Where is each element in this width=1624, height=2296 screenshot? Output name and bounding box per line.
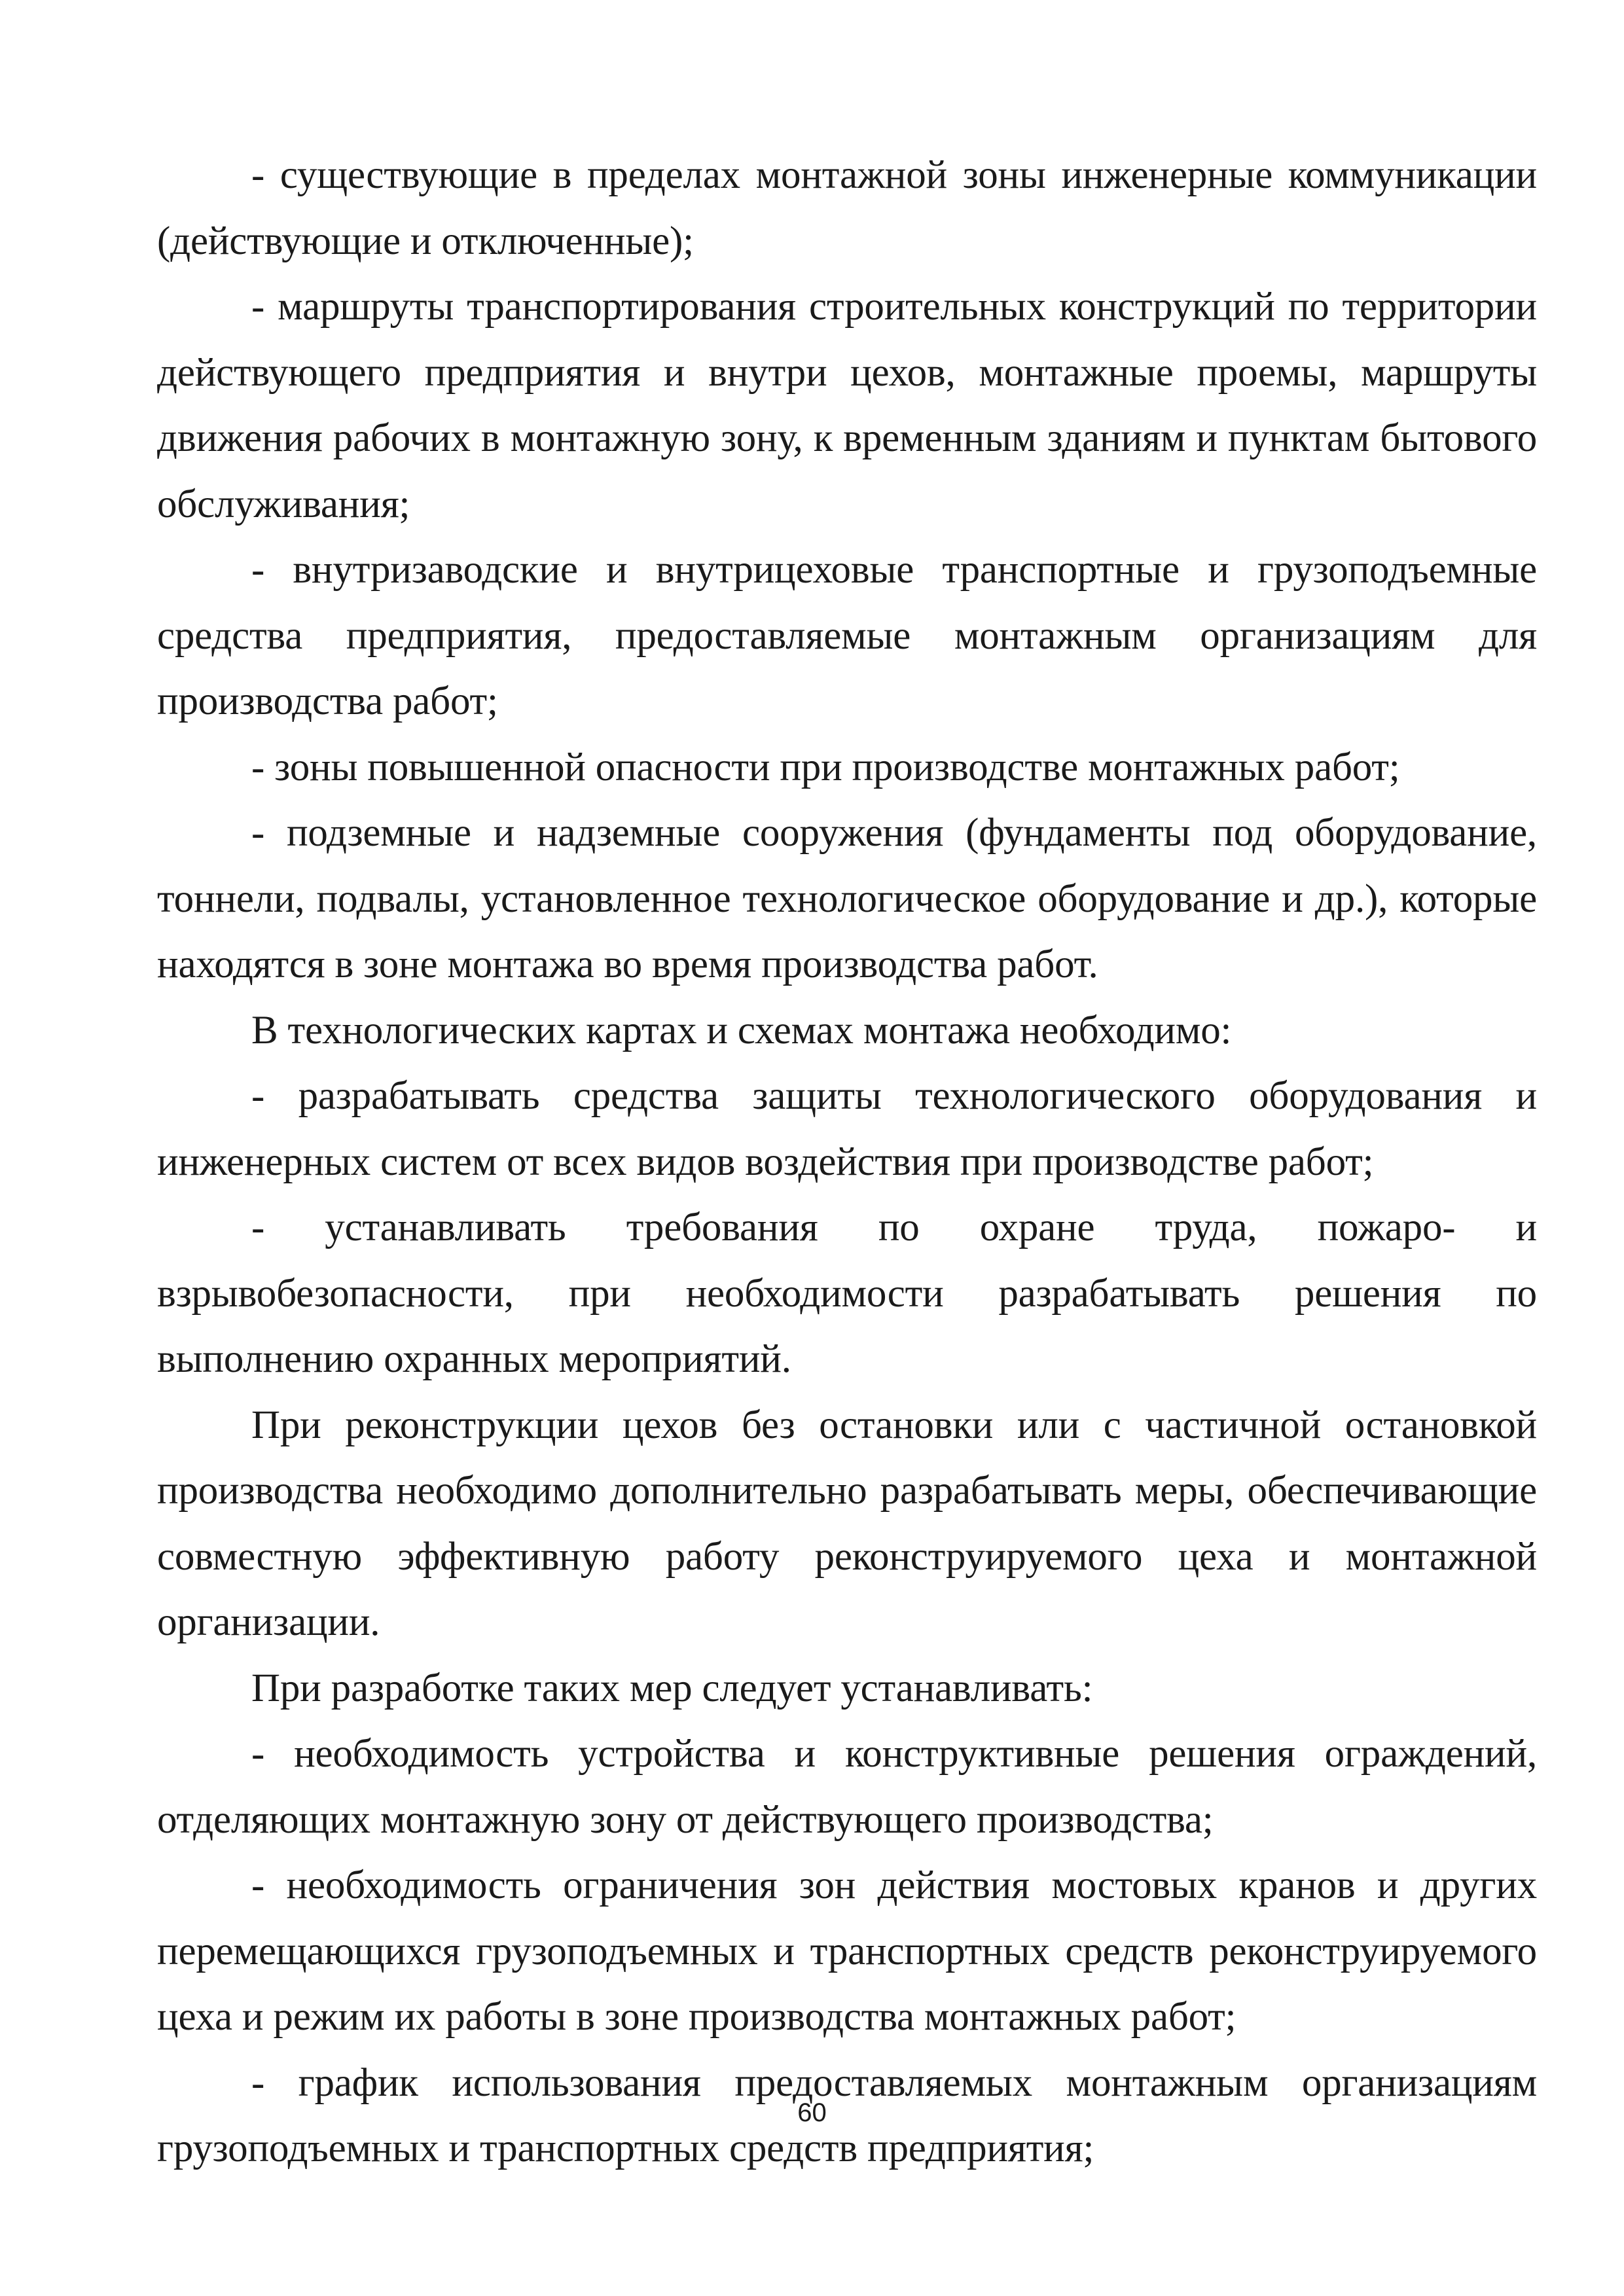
list-item-protection-means: - разрабатывать средства защиты технологического оборудования и инженерных систем от всех видов воздействия при производстве работ; (157, 1074, 1537, 1184)
body-text (157, 143, 1537, 2182)
list-item-transport-routes: - маршруты транспортирования строительных конструкций по территории действующего предприятия и внутри цехов, монтажные проемы, маршруты движения рабочих в монтажную зону, к временным зданиям и пунктам бытового обслуживания; (157, 285, 1537, 526)
paragraph-reconstruction: При реконструкции цехов без остановки или с частичной остановкой производства необходимо дополнительно разрабатывать меры, обеспечивающие совместную эффективную работу реконструируемого цеха и монтажной организации. (157, 1403, 1537, 1644)
list-item-danger-zones: - зоны повышенной опасности при производстве монтажных работ; (251, 745, 1400, 789)
paragraph-tech-cards-intro: В технологических картах и схемах монтажа необходимо: (251, 1008, 1232, 1052)
list-item-safety-requirements: - устанавливать требования по охране труда, пожаро- и взрывобезопасности, при необходимости разрабатывать решения по выполнению охранных мероприятий. (157, 1206, 1537, 1381)
paragraph-measures-intro: При разработке таких мер следует устанавливать: (251, 1666, 1093, 1710)
list-item-lifting-equipment: - внутризаводские и внутрицеховые транспортные и грузоподъемные средства предприятия, предоставляемые монтажным организациям для производства работ; (157, 548, 1537, 723)
list-item-existing-utilities: - существующие в пределах монтажной зоны инженерные коммуникации (действующие и отключенные); (157, 153, 1537, 263)
list-item-crane-limits: - необходимость ограничения зон действия мостовых кранов и других перемещающихся грузоподъемных и транспортных средств реконструируемого цеха и режим их работы в зоне производства монтажных работ; (157, 1863, 1537, 2039)
list-item-structures: - подземные и надземные сооружения (фундаменты под оборудование, тоннели, подвалы, установленное технологическое оборудование и др.), которые находятся в зоне монтажа во время производства работ. (157, 811, 1537, 986)
list-item-fencing: - необходимость устройства и конструктивные решения ограждений, отделяющих монтажную зону от действующего производства; (157, 1732, 1537, 1842)
page-number: 60 (797, 2098, 827, 2127)
list-item-usage-schedule: - график использования предоставляемых монтажным организациям грузоподъемных и транспортных средств предприятия; (157, 2060, 1537, 2170)
